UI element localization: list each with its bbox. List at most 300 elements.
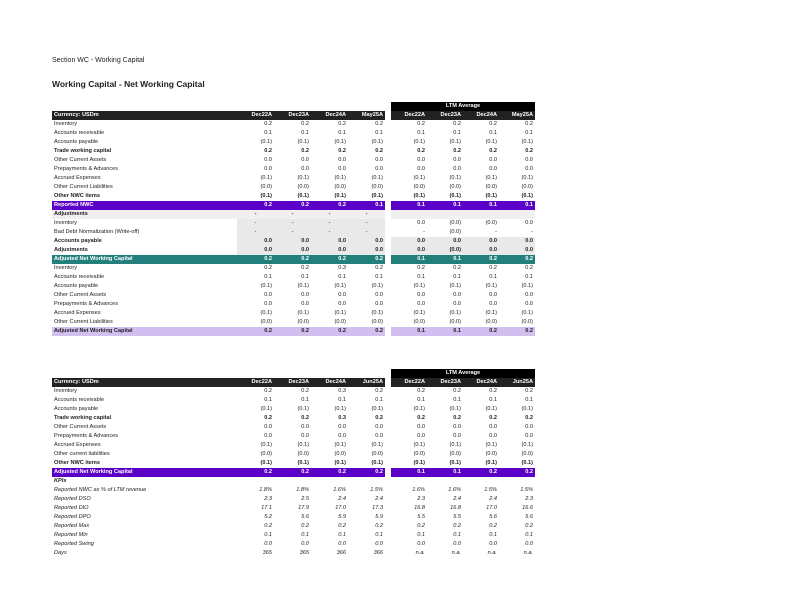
cell-value: 0.0 xyxy=(453,157,461,163)
table-row xyxy=(52,264,535,273)
cell-value xyxy=(237,477,274,486)
cell-value: 0.2 xyxy=(417,523,425,529)
cell-value: (0.1) xyxy=(413,442,425,448)
cell-value: 0.2 xyxy=(237,327,274,336)
cell-value: 2.4 xyxy=(375,496,383,502)
cell-value: (0.1) xyxy=(260,442,272,448)
cell-value: 0.0 xyxy=(453,166,461,172)
row-label: Prepayments & Advances xyxy=(54,301,119,307)
cell-value: (0.1) xyxy=(297,175,309,181)
cell-value: (0.1) xyxy=(413,175,425,181)
cell-value: 365 xyxy=(262,550,272,556)
cell-value: (0.1) xyxy=(521,460,533,466)
cell-value: (0.0) xyxy=(521,451,533,457)
table-row xyxy=(52,237,535,246)
cell-value: 17.0 xyxy=(335,505,346,511)
table-row xyxy=(52,309,535,318)
cell-value: (0.1) xyxy=(334,406,346,412)
cell-value: 0.2 xyxy=(264,388,272,394)
cell-value: - xyxy=(495,229,497,235)
cell-value: 0.1 xyxy=(417,532,425,538)
table-row xyxy=(52,441,535,450)
cell-value: 0.2 xyxy=(489,265,497,271)
cell-value: 0.2 xyxy=(311,201,348,210)
cell-value: (0.1) xyxy=(521,283,533,289)
page-title: Working Capital - Net Working Capital xyxy=(52,79,205,89)
table-row xyxy=(52,282,535,291)
cell-value: 0.0 xyxy=(348,246,385,255)
row-label: Adjustments xyxy=(54,247,88,253)
row-label: Prepayments & Advances xyxy=(54,166,119,172)
cell-value: 0.0 xyxy=(338,424,346,430)
cell-value: 0.0 xyxy=(525,433,533,439)
cell-value: (0.1) xyxy=(521,310,533,316)
cell-value: 0.2 xyxy=(301,265,309,271)
cell-value: 0.1 xyxy=(417,130,425,136)
cell-value: (0.0) xyxy=(449,229,461,235)
row-label: Inventory xyxy=(54,220,78,226)
cell-value: 0.0 xyxy=(489,424,497,430)
cell-value: (0.1) xyxy=(260,139,272,145)
table-row xyxy=(52,291,535,300)
cell-value: 0.0 xyxy=(301,433,309,439)
cell-value: 0.2 xyxy=(453,523,461,529)
cell-value: 0.1 xyxy=(525,130,533,136)
cell-value: 0.2 xyxy=(525,388,533,394)
column-header-row xyxy=(52,378,535,387)
cell-value: 0.0 xyxy=(417,292,425,298)
cell-value: 0.0 xyxy=(301,541,309,547)
cell-value: (0.1) xyxy=(371,310,383,316)
cell-value: 5.2 xyxy=(264,514,272,520)
cell-value: 0.2 xyxy=(301,523,309,529)
cell-value: (0.0) xyxy=(485,184,497,190)
cell-value: (0.1) xyxy=(449,175,461,181)
cell-value: 0.2 xyxy=(375,121,383,127)
cell-value: (0.1) xyxy=(521,175,533,181)
cell-value: 0.0 xyxy=(391,237,427,246)
cell-value: 5.6 xyxy=(489,514,497,520)
table-row xyxy=(52,468,535,477)
cell-value: 0.0 xyxy=(301,166,309,172)
cell-value: (0.1) xyxy=(449,283,461,289)
cell-value: 0.2 xyxy=(463,327,499,336)
working-capital-table xyxy=(52,102,535,336)
period-header: Jun25A xyxy=(348,378,385,387)
cell-value: 0.2 xyxy=(237,468,274,477)
cell-value: 1.6% xyxy=(333,487,346,493)
cell-value: 0.3 xyxy=(338,388,346,394)
cell-value: (0.1) xyxy=(485,139,497,145)
table-row xyxy=(52,192,535,201)
currency-header: Currency: USDm xyxy=(52,378,237,387)
cell-value: 365 xyxy=(299,550,309,556)
row-label: Trade working capital xyxy=(54,148,112,154)
cell-value: 0.2 xyxy=(348,255,385,264)
cell-value: (0.0) xyxy=(485,451,497,457)
cell-value: 0.0 xyxy=(525,292,533,298)
cell-value: 5.6 xyxy=(301,514,309,520)
ltm-spacer xyxy=(52,102,391,111)
cell-value: 0.0 xyxy=(375,166,383,172)
cell-value: 1.6% xyxy=(412,487,425,493)
cell-value: 0.0 xyxy=(525,220,533,226)
cell-value: 0.1 xyxy=(427,327,463,336)
cell-value: 0.2 xyxy=(301,148,309,154)
cell-value: 2.3 xyxy=(264,496,272,502)
cell-value: (0.1) xyxy=(413,193,425,199)
cell-value: 0.1 xyxy=(375,397,383,403)
cell-value: 1.5% xyxy=(520,487,533,493)
cell-value: (0.1) xyxy=(413,406,425,412)
table-row xyxy=(52,138,535,147)
cell-value: 0.0 xyxy=(301,292,309,298)
cell-value: 0.2 xyxy=(463,468,499,477)
cell-value: 0.2 xyxy=(375,523,383,529)
row-label: Accrued Expenses xyxy=(54,442,101,448)
table-row xyxy=(52,120,535,129)
cell-value: 0.0 xyxy=(274,237,311,246)
cell-value: (0.0) xyxy=(413,319,425,325)
row-label: Reported Swing xyxy=(54,541,94,547)
cell-value: (0.0) xyxy=(297,451,309,457)
cell-value: 1.6% xyxy=(448,487,461,493)
cell-value: 0.2 xyxy=(338,148,346,154)
cell-value: (0.1) xyxy=(297,139,309,145)
cell-value: 0.0 xyxy=(375,424,383,430)
cell-value: 0.2 xyxy=(525,415,533,421)
cell-value: 0.0 xyxy=(264,292,272,298)
row-label: Reported DIO xyxy=(54,505,89,511)
cell-value: 0.2 xyxy=(264,415,272,421)
cell-value: (0.1) xyxy=(260,310,272,316)
table-row xyxy=(52,318,535,327)
table-row xyxy=(52,174,535,183)
cell-value: 0.1 xyxy=(525,397,533,403)
cell-value: (0.0) xyxy=(260,451,272,457)
cell-value: 2.3 xyxy=(525,496,533,502)
cell-value: (0.0) xyxy=(371,319,383,325)
cell-value: 366 xyxy=(336,550,346,556)
cell-value: 0.0 xyxy=(338,541,346,547)
cell-value: 0.0 xyxy=(525,541,533,547)
cell-value: 0.0 xyxy=(338,433,346,439)
cell-value: 0.0 xyxy=(264,301,272,307)
row-label: Accounts receivable xyxy=(54,130,105,136)
table-row xyxy=(52,246,535,255)
cell-value: 0.1 xyxy=(301,130,309,136)
cell-value: 0.1 xyxy=(499,201,535,210)
table-row xyxy=(52,183,535,192)
row-label: Other NWC items xyxy=(54,460,100,466)
table-row xyxy=(52,531,535,540)
cell-value: 0.2 xyxy=(463,255,499,264)
cell-value: - xyxy=(423,229,425,235)
cell-value: 0.2 xyxy=(489,148,497,154)
cell-value: (0.1) xyxy=(334,139,346,145)
cell-value: (0.1) xyxy=(449,406,461,412)
cell-value: 0.0 xyxy=(301,301,309,307)
cell-value xyxy=(463,210,499,219)
cell-value: 0.2 xyxy=(525,523,533,529)
cell-value: 2.4 xyxy=(338,496,346,502)
table-row xyxy=(52,513,535,522)
cell-value: 0.2 xyxy=(453,265,461,271)
cell-value: 0.1 xyxy=(264,397,272,403)
cell-value: - xyxy=(237,210,274,219)
cell-value: 0.0 xyxy=(348,237,385,246)
table-row xyxy=(52,387,535,396)
cell-value: 0.2 xyxy=(453,388,461,394)
cell-value: (0.1) xyxy=(371,193,383,199)
row-label: Reported DSO xyxy=(54,496,91,502)
cell-value: 0.1 xyxy=(338,532,346,538)
table-row xyxy=(52,549,535,558)
table-row xyxy=(52,255,535,264)
row-label: Reported NWC as % of LTM revenue xyxy=(54,487,147,493)
table-row xyxy=(52,423,535,432)
table-row xyxy=(52,147,535,156)
period-header: Dec22A xyxy=(237,111,274,120)
cell-value: 0.2 xyxy=(301,121,309,127)
cell-value: (0.1) xyxy=(485,460,497,466)
cell-value: 0.1 xyxy=(338,130,346,136)
cell-value: 0.2 xyxy=(525,265,533,271)
cell-value: 0.2 xyxy=(375,415,383,421)
cell-value: 0.0 xyxy=(489,166,497,172)
cell-value: (0.1) xyxy=(521,406,533,412)
cell-value: - xyxy=(274,219,311,228)
cell-value: 0.1 xyxy=(301,274,309,280)
row-label: Other Current Assets xyxy=(54,424,107,430)
cell-value: 0.0 xyxy=(311,237,348,246)
cell-value: 0.1 xyxy=(301,532,309,538)
table-row xyxy=(52,165,535,174)
cell-value: 0.2 xyxy=(489,388,497,394)
cell-value: 0.2 xyxy=(264,121,272,127)
cell-value xyxy=(391,210,427,219)
row-label: Accrued Expenses xyxy=(54,310,101,316)
period-header: Dec24A xyxy=(463,378,499,387)
cell-value: 0.2 xyxy=(375,388,383,394)
cell-value: 0.0 xyxy=(264,166,272,172)
period-header: Dec23A xyxy=(427,111,463,120)
ltm-average-label: LTM Average xyxy=(391,102,535,111)
cell-value: (0.0) xyxy=(449,184,461,190)
cell-value: 0.0 xyxy=(338,166,346,172)
ltm-average-label: LTM Average xyxy=(391,369,535,378)
cell-value: (0.0) xyxy=(334,184,346,190)
cell-value: (0.1) xyxy=(260,175,272,181)
row-label: Accounts payable xyxy=(54,406,99,412)
cell-value: (0.1) xyxy=(413,139,425,145)
ltm-header-row xyxy=(52,102,535,111)
cell-value: 0.3 xyxy=(338,265,346,271)
cell-value: 0.2 xyxy=(453,121,461,127)
row-label: Other Current Assets xyxy=(54,292,107,298)
cell-value: - xyxy=(274,228,311,237)
cell-value: (0.1) xyxy=(297,406,309,412)
cell-value: (0.0) xyxy=(371,451,383,457)
cell-value: (0.1) xyxy=(449,139,461,145)
cell-value: 16.8 xyxy=(414,505,425,511)
cell-value: 0.1 xyxy=(525,274,533,280)
row-label: Accounts payable xyxy=(54,238,102,244)
cell-value: 0.0 xyxy=(417,301,425,307)
row-label: KPIs xyxy=(54,478,67,484)
table-row xyxy=(52,459,535,468)
cell-value: 0.0 xyxy=(338,157,346,163)
cell-value: - xyxy=(348,219,385,228)
cell-value: (0.1) xyxy=(334,283,346,289)
row-label: Inventory xyxy=(54,121,78,127)
cell-value: 0.1 xyxy=(375,532,383,538)
cell-value: 0.0 xyxy=(453,541,461,547)
cell-value: 17.3 xyxy=(372,505,383,511)
cell-value xyxy=(391,477,427,486)
cell-value: (0.0) xyxy=(260,184,272,190)
cell-value: 0.1 xyxy=(348,201,385,210)
cell-value: 0.0 xyxy=(489,433,497,439)
cell-value: n.a. xyxy=(487,550,497,556)
cell-value: 0.1 xyxy=(264,274,272,280)
row-label: Reported DPO xyxy=(54,514,91,520)
cell-value xyxy=(274,477,311,486)
cell-value: 5.9 xyxy=(375,514,383,520)
ltm-header-row xyxy=(52,369,535,378)
cell-value: 0.0 xyxy=(301,424,309,430)
cell-value: - xyxy=(348,228,385,237)
cell-value: 2.5 xyxy=(301,496,309,502)
cell-value: 0.0 xyxy=(391,246,427,255)
cell-value: 0.0 xyxy=(525,157,533,163)
cell-value: 2.4 xyxy=(453,496,461,502)
cell-value: 0.2 xyxy=(264,523,272,529)
cell-value: 0.2 xyxy=(489,415,497,421)
cell-value: (0.1) xyxy=(334,310,346,316)
cell-value: 1.8% xyxy=(259,487,272,493)
row-label: Other current liabilities xyxy=(54,451,110,457)
table-row xyxy=(52,210,535,219)
cell-value: (0.1) xyxy=(449,442,461,448)
cell-value xyxy=(427,210,463,219)
cell-value xyxy=(311,477,348,486)
period-header: Dec24A xyxy=(311,111,348,120)
column-header-row xyxy=(52,111,535,120)
cell-value: 0.1 xyxy=(525,532,533,538)
cell-value: - xyxy=(311,210,348,219)
period-header: Dec22A xyxy=(237,378,274,387)
row-label: Accrued Expenses xyxy=(54,175,101,181)
cell-value: (0.0) xyxy=(521,319,533,325)
cell-value: 0.0 xyxy=(375,157,383,163)
cell-value: 0.1 xyxy=(453,397,461,403)
cell-value: 0.1 xyxy=(391,327,427,336)
cell-value: 5.5 xyxy=(417,514,425,520)
cell-value: 0.0 xyxy=(311,246,348,255)
cell-value: - xyxy=(311,219,348,228)
cell-value: 17.9 xyxy=(298,505,309,511)
cell-value: (0.0) xyxy=(449,451,461,457)
cell-value: (0.1) xyxy=(449,310,461,316)
table-row xyxy=(52,228,535,237)
cell-value: 0.0 xyxy=(417,220,425,226)
cell-value: (0.1) xyxy=(485,283,497,289)
period-header: Dec22A xyxy=(391,111,427,120)
cell-value: 0.2 xyxy=(375,148,383,154)
cell-value: 0.0 xyxy=(375,541,383,547)
cell-value: 0.0 xyxy=(417,166,425,172)
cell-value: 0.0 xyxy=(489,157,497,163)
cell-value: 0.2 xyxy=(311,468,348,477)
cell-value xyxy=(499,477,535,486)
cell-value: 0.1 xyxy=(417,397,425,403)
cell-value: (0.1) xyxy=(297,310,309,316)
cell-value: 0.2 xyxy=(274,468,311,477)
cell-value: 0.1 xyxy=(489,397,497,403)
cell-value: 16.6 xyxy=(522,505,533,511)
cell-value: (0.1) xyxy=(260,283,272,289)
cell-value: 5.6 xyxy=(525,514,533,520)
period-header: Dec23A xyxy=(274,378,311,387)
cell-value: (0.1) xyxy=(260,460,272,466)
cell-value: n.a. xyxy=(415,550,425,556)
table-row xyxy=(52,450,535,459)
cell-value: 0.2 xyxy=(311,327,348,336)
cell-value: - xyxy=(311,228,348,237)
cell-value: 2.4 xyxy=(489,496,497,502)
table-row xyxy=(52,156,535,165)
cell-value: (0.0) xyxy=(334,319,346,325)
cell-value: 0.0 xyxy=(427,237,463,246)
cell-value: 366 xyxy=(373,550,383,556)
cell-value: (0.0) xyxy=(427,246,463,255)
cell-value: (0.1) xyxy=(371,442,383,448)
cell-value: 0.1 xyxy=(489,130,497,136)
cell-value: 0.2 xyxy=(489,523,497,529)
cell-value: 0.2 xyxy=(338,523,346,529)
cell-value xyxy=(427,477,463,486)
row-label: Adjusted Net Working Capital xyxy=(52,327,237,336)
cell-value: 0.1 xyxy=(391,468,427,477)
table-row xyxy=(52,504,535,513)
cell-value: 0.2 xyxy=(489,121,497,127)
cell-value: 0.1 xyxy=(417,274,425,280)
cell-value: (0.0) xyxy=(449,319,461,325)
cell-value: 0.0 xyxy=(264,433,272,439)
cell-value: 0.0 xyxy=(301,157,309,163)
cell-value: 0.2 xyxy=(417,265,425,271)
cell-value: - xyxy=(237,228,274,237)
cell-value: 0.0 xyxy=(375,433,383,439)
cell-value: 0.1 xyxy=(463,201,499,210)
period-header: Dec24A xyxy=(463,111,499,120)
cell-value: (0.1) xyxy=(334,460,346,466)
cell-value: (0.0) xyxy=(334,451,346,457)
cell-value xyxy=(499,210,535,219)
row-label: Inventory xyxy=(54,388,78,394)
cell-value: (0.0) xyxy=(449,220,461,226)
cell-value: 0.0 xyxy=(453,301,461,307)
cell-value: 0.0 xyxy=(338,292,346,298)
cell-value: 0.0 xyxy=(489,541,497,547)
cell-value: 0.0 xyxy=(417,424,425,430)
cell-value: (0.1) xyxy=(413,310,425,316)
cell-value: 0.2 xyxy=(499,468,535,477)
cell-value: (0.1) xyxy=(449,193,461,199)
cell-value: n.a. xyxy=(523,550,533,556)
cell-value: 0.0 xyxy=(453,424,461,430)
